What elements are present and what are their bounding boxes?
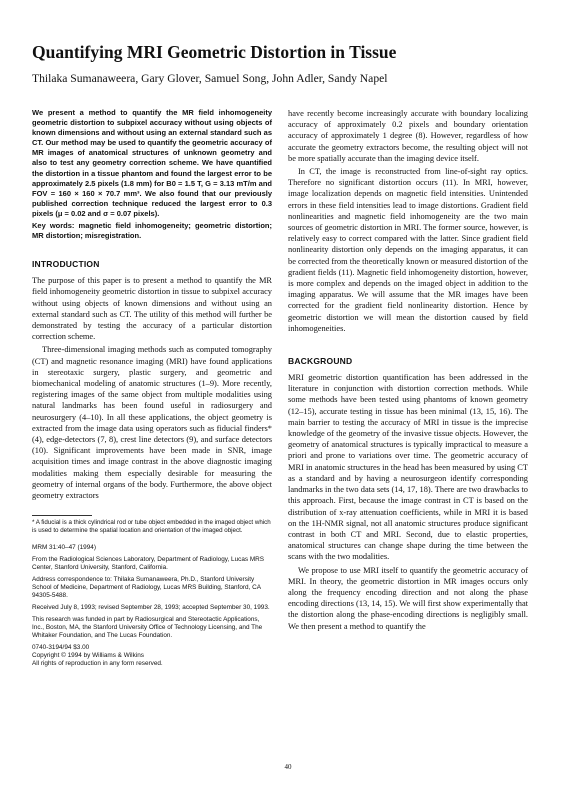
publication-info — [32, 544, 272, 668]
intro-paragraph-1: The purpose of this paper is to present a method to quantify the MR field inhomogeneity geometric distortion in tissue to subpixel accuracy without using objects of known dimensions and without using an external standard such as CT. The utility of this method will further be demonstrated by testing the accuracy of a particular distortion correction scheme. — [32, 276, 272, 342]
price-code: 0740-3194/94 $3.00 — [32, 643, 90, 651]
page-number: 40 — [284, 763, 292, 771]
abstract: We present a method to quantify the MR field inhomogeneity geometric distortion to subpixel accuracy without using objects of known dimensions and without using an external standard such as CT. Our method may be used to quantify the geometric accuracy of MR images of anatomical structures of unknown geometry and also to test any geometry correction scheme. We have quantified the distortion in a tissue phantom and found the largest error to be approximately 2.5 pixels (1.8 mm) for B0 = 1.5 T, G = 3.13 mT/m and FOV = 160 × 160 × 70.7 mm³. We also found that our previously published correction technique reduced the largest error to 0.3 pixels (μ = 0.02 and σ = 0.07 pixels). — [32, 108, 272, 218]
journal-citation: MRM 31:40–47 (1994) — [32, 543, 96, 551]
background-paragraph-1: MRI geometric distortion quantification has been addressed in the literature in conjunction with distortion correction methods. While some methods have been tested using phantoms of known geometry (12–15), accurate testing in tissue has been minimal (13, 15, 16). The main barrier to testing the accuracy of MRI in tissue is the imprecise knowledge of the geometry of the invasive tissue objects. However, the geometry of anatomical structures is typically impractical to measure a priori and prone to variations over time. The geometric accuracy of MRI in anatomic structures in the head has been measured by using CT as a standard and by having a neurosurgeon identify corresponding landmarks in the two data sets (14, 17, 18). There are two drawbacks to this approach. First, because the image contrast in CT is based on the distribution of x-ray attenuation coefficients, while in MRI it is based on the 1H-NMR signal, not all anatomic structures produce significant contrast in both CT and MRI. Second, due to elastic properties, anatomical structures can change shape during the time between the scans with the two modalities. — [288, 373, 528, 562]
left-column — [32, 108, 272, 668]
right-paragraph-2: In CT, the image is reconstructed from line-of-sight ray optics. Therefore no significant distortion occurs (11). In MRI, however, image localization depends on magnetic field intensities. Unintended errors in these field intensities lead to image distortions. Gradient field nonlinearities and magnetic field inhomogeneity are the two main sources of geometric distortion in MRI. The former source, however, is relatively easy to correct compared with the latter. Since gradient field nonlinearity distortion only depends on the imaging apparatus, it can be corrected from the theoretically known or measured distortion of the gradient fields (11). Magnetic field inhomogeneity distortion, however, is more complex and depends on the imaged object in addition to the imaging apparatus. We will assume that the MR images have been corrected for the gradient field nonlinearity distortion. Hence by geometric distortion we will mean the distortion caused by field inhomogeneities. — [288, 167, 528, 333]
background-heading: BACKGROUND — [288, 356, 353, 367]
right-paragraph-1: have recently become increasingly accurate with boundary localizing accuracy of approximately 0.2 pixels and boundary orientation accuracy of approximately 1 degree (8). However, regardless of how accurate the geometry extractors become, the resulting object will not be more spatially accurate than the imaging device itself. — [288, 109, 528, 163]
right-column — [288, 108, 528, 632]
funding-note: This research was funded in part by Radiosurgical and Stereotactic Applications, Inc., Boston, MA, the Stanford University Office of Technology Licensing, and The Whitaker Foundation, and The Lucas Foundation. — [32, 615, 263, 639]
correspondence-note: Address correspondence to: Thilaka Sumanaweera, Ph.D., Stanford University School of Medicine, Department of Radiology, Lucas MRS Building, Stanford, CA 94305-5488. — [32, 575, 261, 599]
keywords: Key words: magnetic field inhomogeneity; geometric distortion; MR distortion; misregistration. — [32, 221, 272, 241]
background-paragraph-2: We propose to use MRI itself to quantify the geometric accuracy of MRI. In theory, the geometric distortion in MR images occurs only along the frequency encoding direction and not along the phase encoding directions (13, 14, 15). We will first show experimentally that the distortion along the phase-encoding directions is negligibly small. We then present a method to quantify the — [288, 565, 528, 631]
intro-paragraph-2: Three-dimensional imaging methods such as computed tomography (CT) and magnetic resonance imaging (MRI) have found applications in stereotaxic surgery, plastic surgery, and geometric and biomechanical modeling of anatomic structures (1–9). More recently, registering images of the same object from multiple modalities using natural landmarks has been found useful in radiosurgery and neurosurgery (4–10). In all these applications, the object geometry is extracted from the image data using operators such as fiducial finders* (4), edge-detectors (7, 8), crest line detectors (9), and surface detectors (10). Significant improvements have been made in SNR, image acquisition times and image contrast in the above diagnostic imaging modalities making them especially desirable for measuring the geometry of internal organs of the body. Furthermore, the above object geometry extractors — [32, 345, 272, 501]
received-dates: Received July 8, 1993; revised September 28, 1993; accepted September 30, 1993. — [32, 603, 270, 611]
footnote-rule — [32, 515, 92, 516]
affiliation-note: From the Radiological Sciences Laboratory, Department of Radiology, Lucas MRS Center, Stanford University, Stanford, California. — [32, 555, 265, 571]
copyright-line: Copyright © 1994 by Williams & Wilkins — [32, 651, 144, 659]
introduction-heading: INTRODUCTION — [32, 259, 100, 270]
author-list: Thilaka Sumanaweera, Gary Glover, Samuel Song, John Adler, Sandy Napel — [32, 72, 388, 85]
rights-line: All rights of reproduction in any form reserved. — [32, 659, 163, 667]
footnote: * A fiducial is a thick cylindrical rod or tube object embedded in the imaged object which is used to determine the spatial location and orientation of the imaged object. — [32, 519, 271, 535]
paper-title: Quantifying MRI Geometric Distortion in Tissue — [32, 42, 397, 62]
